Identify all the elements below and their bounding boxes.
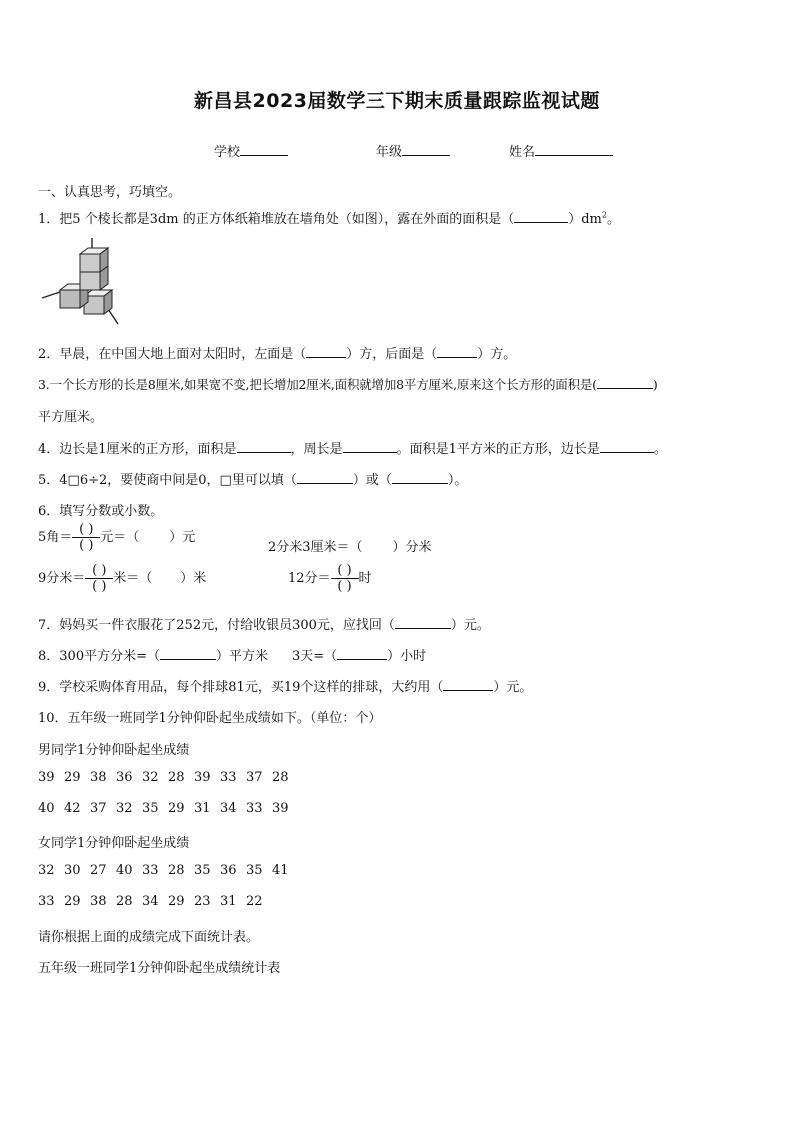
score-cell: 29	[168, 894, 185, 909]
boys-row-2	[38, 801, 298, 816]
question-5	[38, 469, 467, 488]
score-cell: 33	[38, 894, 55, 909]
q6-l2b: 米＝（	[113, 571, 153, 586]
score-cell: 28	[272, 770, 289, 785]
q4-blank-1[interactable]	[237, 439, 291, 453]
question-9	[38, 676, 532, 695]
q3-blank[interactable]	[597, 375, 653, 389]
q6-row-1-right	[268, 536, 432, 555]
q6-l2d: 12分＝	[288, 571, 331, 586]
score-cell: 38	[90, 770, 107, 785]
q1-superscript: 2	[601, 210, 607, 220]
grade-field	[376, 141, 450, 160]
section-heading: 一、认真思考，巧填空。	[38, 185, 182, 200]
score-cell: 28	[168, 770, 185, 785]
score-cell: 33	[220, 770, 237, 785]
q6-l1a: 5角＝	[38, 530, 73, 545]
question-8	[38, 645, 426, 664]
q6-l1e: ）分米	[392, 540, 432, 555]
score-cell: 36	[220, 863, 237, 878]
q7-text-a: 7．妈妈买一件衣服花了252元，付给收银员300元，应找回（	[38, 618, 395, 633]
name-blank[interactable]	[535, 142, 613, 156]
score-cell: 38	[90, 894, 107, 909]
cube-stack-figure	[40, 236, 124, 328]
score-cell: 34	[142, 894, 159, 909]
q2-blank-2[interactable]	[437, 344, 477, 358]
question-7	[38, 614, 490, 633]
q6-l1d: 2分米3厘米＝（	[268, 540, 363, 555]
q3-line-2: 平方厘米。	[38, 410, 104, 425]
score-cell: 27	[90, 863, 107, 878]
q4-blank-2[interactable]	[343, 439, 397, 453]
question-10: 10．五年级一班同学1分钟仰卧起坐成绩如下。（单位：个）	[38, 711, 382, 726]
q6-l2e: 时	[358, 571, 372, 586]
q3-paren: )	[652, 377, 658, 392]
score-cell: 31	[220, 894, 237, 909]
q5-text-a: 5．4□6÷2，要使商中间是0，□里可以填（	[38, 473, 297, 488]
school-field	[214, 141, 288, 160]
q6-l2c: ）米	[180, 571, 207, 586]
table-title: 五年级一班同学1分钟仰卧起坐成绩统计表	[38, 961, 281, 976]
score-cell: 29	[64, 894, 81, 909]
score-cell: 32	[116, 801, 133, 816]
score-cell: 35	[142, 801, 159, 816]
q8-blank-2[interactable]	[337, 646, 387, 660]
score-cell: 33	[142, 863, 159, 878]
q4-text-a: 4．边长是1厘米的正方形，面积是	[38, 442, 237, 457]
q1-text: 1．把5 个棱长都是3dm 的正方体纸箱堆放在墙角处（如图），露在外面的面积是（	[38, 212, 515, 227]
girls-row-2	[38, 894, 272, 909]
q7-blank[interactable]	[395, 615, 451, 629]
score-cell: 37	[90, 801, 107, 816]
score-cell: 37	[246, 770, 263, 785]
fraction-blank-3[interactable]: $\frac{( )}{( )}$	[331, 563, 359, 594]
q8-blank-1[interactable]	[160, 646, 216, 660]
q2-text-c: ）方。	[477, 347, 517, 362]
q8-text-d: ）小时	[387, 649, 427, 664]
q2-blank-1[interactable]	[306, 344, 346, 358]
fraction-blank-2[interactable]: $\frac{( )}{( )}$	[85, 563, 113, 594]
q1-blank[interactable]	[514, 209, 568, 223]
q5-blank-2[interactable]	[392, 470, 448, 484]
q5-text-b: ）或（	[352, 473, 392, 488]
q4-text-b: ，周长是	[290, 442, 343, 457]
boys-label: 男同学1分钟仰卧起坐成绩	[38, 743, 190, 758]
q1-unit: ）dm	[568, 212, 602, 227]
boys-row-1	[38, 770, 298, 785]
fraction-blank-1[interactable]: $\frac{( )}{( )}$	[72, 522, 100, 553]
score-cell: 42	[64, 801, 81, 816]
score-cell: 23	[194, 894, 211, 909]
score-cell: 35	[246, 863, 263, 878]
q6-row-2-right	[288, 563, 372, 594]
page-title: 新昌县2023届数学三下期末质量跟踪监视试题	[194, 90, 600, 112]
question-2	[38, 343, 516, 362]
score-cell: 30	[64, 863, 81, 878]
q9-blank[interactable]	[443, 677, 493, 691]
q4-text-c: 。面积是1平方米的正方形，边长是	[396, 442, 600, 457]
q6-l2a: 9分米＝	[38, 571, 86, 586]
q8-text-b: ）平方米	[215, 649, 268, 664]
score-cell: 32	[142, 770, 159, 785]
q2-text-a: 2．早晨，在中国大地上面对太阳时，左面是（	[38, 347, 307, 362]
score-cell: 28	[116, 894, 133, 909]
score-cell: 29	[168, 801, 185, 816]
question-4	[38, 438, 667, 457]
school-blank[interactable]	[240, 142, 288, 156]
score-cell: 22	[246, 894, 263, 909]
question-1	[38, 208, 620, 227]
name-label: 姓名	[509, 145, 536, 160]
q3-text: 3.一个长方形的长是8厘米,如果宽不变,把长增加2厘米,面积就增加8平方厘米,原来这个长方形的面积是(	[38, 377, 597, 392]
girls-label: 女同学1分钟仰卧起坐成绩	[38, 836, 190, 851]
score-cell: 31	[194, 801, 211, 816]
q9-text-b: ）元。	[493, 680, 533, 695]
score-cell: 28	[168, 863, 185, 878]
score-cell: 39	[38, 770, 55, 785]
girls-row-1	[38, 863, 298, 878]
score-cell: 40	[116, 863, 133, 878]
name-field	[509, 141, 613, 160]
grade-label: 年级	[376, 145, 403, 160]
q9-text-a: 9．学校采购体育用品，每个排球81元，买19个这样的排球，大约用（	[38, 680, 444, 695]
q6-row-1	[38, 522, 195, 553]
score-cell: 36	[116, 770, 133, 785]
table-instruction: 请你根据上面的成绩完成下面统计表。	[38, 930, 260, 945]
question-6-label: 6．填写分数或小数。	[38, 504, 164, 519]
score-cell: 41	[272, 863, 289, 878]
score-cell: 32	[38, 863, 55, 878]
q7-text-b: ）元。	[450, 618, 490, 633]
question-3	[38, 375, 658, 393]
grade-blank[interactable]	[402, 142, 450, 156]
q6-l1b: 元＝（	[100, 530, 140, 545]
q8-text-a: 8．300平方分米=（	[38, 649, 160, 664]
q5-text-c: ）。	[447, 473, 468, 488]
q5-blank-1[interactable]	[297, 470, 353, 484]
q4-blank-3[interactable]	[600, 439, 654, 453]
q6-l1c: ）元	[169, 530, 196, 545]
score-cell: 29	[64, 770, 81, 785]
score-cell: 35	[194, 863, 211, 878]
score-cell: 34	[220, 801, 237, 816]
q1-end: 。	[606, 212, 620, 227]
q8-text-c: 3天=（	[292, 649, 338, 664]
q4-text-d: 。	[653, 442, 667, 457]
score-cell: 40	[38, 801, 55, 816]
score-cell: 39	[272, 801, 289, 816]
q2-text-b: ）方，后面是（	[346, 347, 438, 362]
score-cell: 33	[246, 801, 263, 816]
score-cell: 39	[194, 770, 211, 785]
q6-row-2	[38, 563, 206, 594]
school-label: 学校	[214, 145, 241, 160]
